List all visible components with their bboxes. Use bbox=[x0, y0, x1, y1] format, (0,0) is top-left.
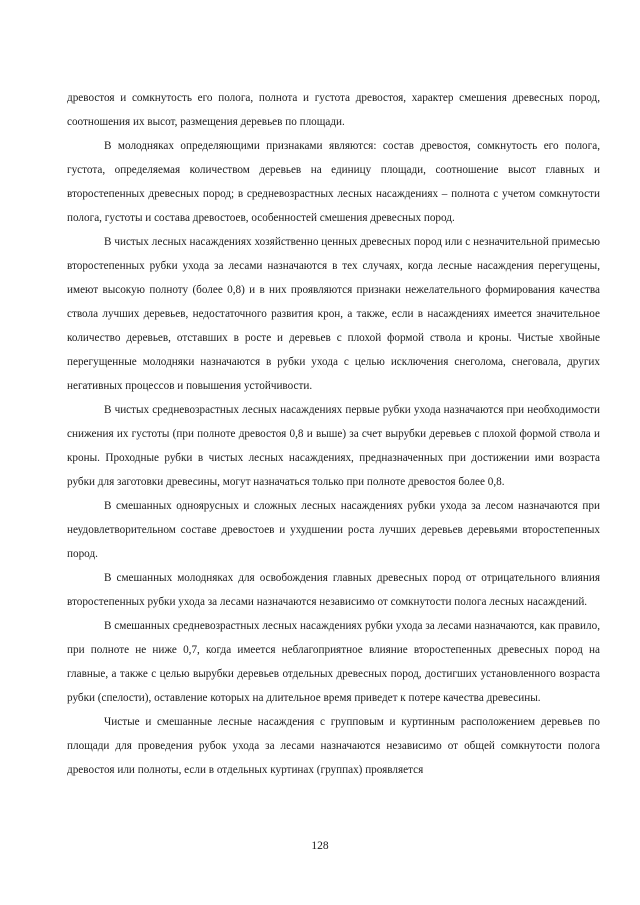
page-number: 128 bbox=[311, 840, 329, 852]
paragraph-3: В чистых лесных насаждениях хозяйственно ценных древесных пород или с незначительной примесью второстепенных рубки ухода за лесами назначаются в тех случаях, когда лесные насаждения перегущены, имеют высокую полноту (более 0,8) и в них проявляются признаки нежелательного формирования качества ствола лучших деревьев, недостаточного развития крон, а также, если в насаждениях имеется значительное количество деревьев, отставших в росте и деревьев с плохой формой ствола и кроны. Чистые хвойные перегущенные молодняки назначаются в рубки ухода с целью исключения снеголома, снеговала, других негативных процессов и повышения устойчивости. bbox=[67, 236, 600, 392]
paragraph-7: В смешанных средневозрастных лесных насаждениях рубки ухода за лесами назначаются, как правило, при полноте не ниже 0,7, когда имеется неблагоприятное влияние второстепенных древесных пород на главные, а также с целью вырубки деревьев отдельных древесных пород, достигших установленного возраста рубки (спелости), оставление которых на длительное время приведет к потере качества древесины. bbox=[67, 620, 600, 704]
paragraph-4: В чистых средневозрастных лесных насаждениях первые рубки ухода назначаются при необходимости снижения их густоты (при полноте древостоя 0,8 и выше) за счет вырубки деревьев с плохой формой ствола и кроны. Проходные рубки в чистых лесных насаждениях, предназначенных при достижении ими возраста рубки для заготовки древесины, могут назначаться только при полноте древостоя более 0,8. bbox=[67, 404, 600, 488]
paragraph-8: Чистые и смешанные лесные насаждения с групповым и куртинным расположением деревьев по площади для проведения рубок ухода за лесами назначаются независимо от общей сомкнутости полога древостоя или полноты, если в отдельных куртинах (группах) проявляется bbox=[67, 716, 600, 776]
paragraph-2: В молодняках определяющими признаками являются: состав древостоя, сомкнутость его полога, густота, определяемая количеством деревьев на единицу площади, соотношение высот главных и второстепенных древесных пород; в средневозрастных лесных насаждениях – полнота с учетом сомкнутости полога, густоты и состава древостоев, особенностей смешения древесных пород. bbox=[67, 140, 600, 224]
paragraph-1: древостоя и сомкнутость его полога, полнота и густота древостоя, характер смешения древесных пород, соотношения их высот, размещения деревьев по площади. bbox=[67, 92, 600, 128]
paragraph-6: В смешанных молодняках для освобождения главных древесных пород от отрицательного влияния второстепенных рубки ухода за лесами назначаются независимо от сомкнутости полога лесных насаждений. bbox=[67, 572, 600, 608]
body-text bbox=[67, 86, 600, 782]
paragraph-5: В смешанных одноярусных и сложных лесных насаждениях рубки ухода за лесом назначаются при неудовлетворительном составе древостоев и ухудшении роста лучших деревьев деревьями второстепенных пород. bbox=[67, 500, 600, 560]
